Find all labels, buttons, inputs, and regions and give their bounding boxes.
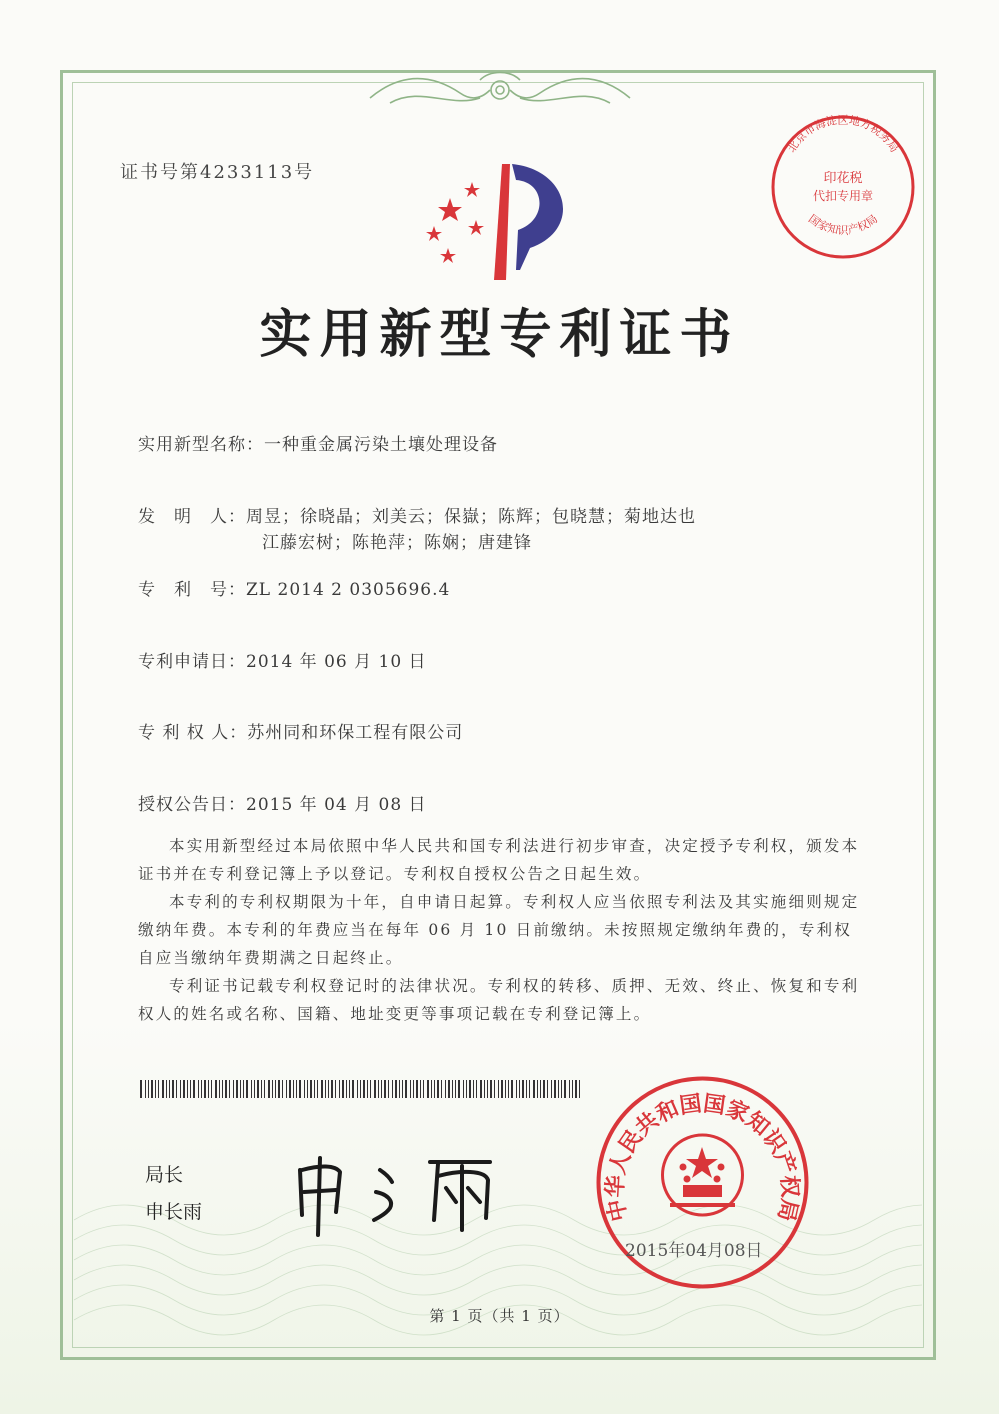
seal-ring-text: 中华人民共和国国家知识产权局	[603, 1091, 802, 1224]
page-title: 实用新型专利证书	[259, 304, 740, 365]
patent-number-value: ZL 2014 2 0305696.4	[246, 580, 451, 600]
application-date-row	[138, 647, 427, 672]
tax-stamp-center-line1: 印花税	[823, 171, 863, 186]
application-date-label: 专利申请日：	[138, 652, 246, 672]
patent-office-logo	[420, 160, 590, 285]
grant-date-label: 授权公告日：	[138, 795, 246, 815]
paragraph-legal-status: 专利证书记载专利权登记时的法律状况。专利权的转移、质押、无效、终止、恢复和专利权人的姓名或名称、国籍、地址变更等事项记载在专利登记簿上。	[138, 977, 860, 1023]
tax-stamp-ring-text: 北京市海淀区地方税务局	[784, 113, 902, 155]
patentee-label: 专 利 权 人：	[138, 723, 248, 743]
page-number: 第 1 页（共 1 页）	[429, 1307, 570, 1325]
barcode	[140, 1080, 580, 1098]
paragraph-grant-statement: 本实用新型经过本局依照中华人民共和国专利法进行初步审查，决定授予专利权，颁发本证书并在专利登记簿上予以登记。专利权自授权公告之日起生效。	[138, 837, 860, 883]
patent-number-label: 专 利 号：	[138, 580, 246, 600]
director-title: 局长	[145, 1164, 184, 1186]
utility-name-value: 一种重金属污染土壤处理设备	[264, 435, 498, 455]
director-name: 申长雨	[145, 1201, 203, 1223]
inventor-label: 发 明 人：	[138, 507, 246, 527]
utility-name-row	[138, 430, 498, 455]
svg-text:国家知识产权局	[806, 212, 880, 236]
tax-stamp-center-line2: 代扣专用章	[812, 189, 874, 203]
inventor-value-line2: 江藤宏树；陈艳萍；陈娴；唐建锋	[262, 533, 532, 553]
grant-date-row	[138, 790, 427, 815]
certificate-number: 证书号第4233113号	[120, 162, 315, 183]
tax-stamp-seal	[768, 112, 918, 262]
patentee-row	[138, 718, 463, 743]
top-ornament	[360, 68, 640, 118]
patentee-value: 苏州同和环保工程有限公司	[247, 723, 464, 743]
inventor-row	[138, 502, 696, 527]
inventor-value-line1: 周昱；徐晓晶；刘美云；保嶽；陈辉；包晓慧；菊地达也	[246, 507, 696, 527]
application-date-value: 2014 年 06 月 10 日	[246, 652, 427, 672]
seal-date: 2015年04月08日	[625, 1241, 763, 1261]
national-emblem-icon	[663, 1135, 743, 1215]
utility-name-label: 实用新型名称：	[138, 435, 264, 455]
grant-date-value: 2015 年 04 月 08 日	[246, 795, 427, 815]
patent-number-row	[138, 575, 450, 600]
svg-text:北京市海淀区地方税务局	[785, 113, 901, 155]
paragraph-term-statement: 本专利的专利权期限为十年，自申请日起算。专利权人应当依照专利法及其实施细则规定缴纳年费。本专利的年费应当在每年 06 月 10 日前缴纳。未按照规定缴纳年费的，专利权自应当缴纳年费期满之日起终止。	[138, 893, 860, 967]
tax-stamp-bottom-text: 国家知识产权局	[805, 212, 881, 237]
director-signature	[290, 1140, 520, 1240]
